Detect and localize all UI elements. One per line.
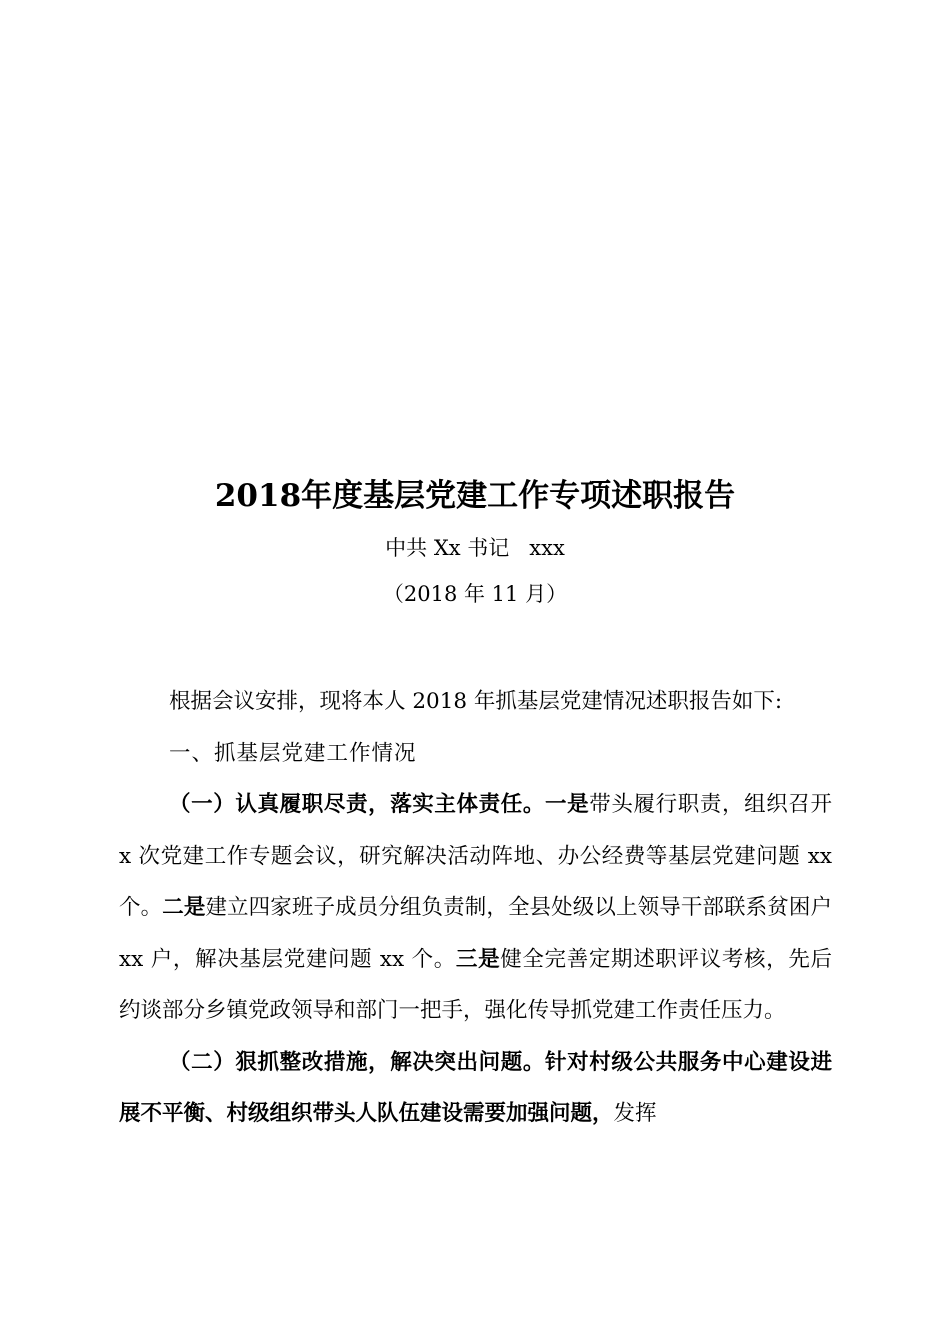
paragraph-lead: （一）认真履职尽责，落实主体责任。	[169, 792, 546, 817]
document-title: 2018年度基层党建工作专项述职报告	[214, 478, 736, 514]
paragraph-duty	[119, 779, 832, 1037]
point-text: 健全完善定期述职评议考核，先后约谈部分乡镇党政领导和部门一把手，强化传导抓党建工作责任压力。	[119, 946, 832, 1023]
point-tag: 二是	[162, 895, 206, 920]
point-tag: 三是	[455, 946, 501, 972]
continuation-text: 发挥	[613, 1101, 657, 1126]
section-heading: 一、抓基层党建工作情况	[169, 740, 417, 766]
date-line: （2018 年 11 月）	[382, 582, 568, 606]
point-text: 带头履行职责，组织召开 x 次党建工作专题会议，研究解决活动阵地、办公经费等基层党建问题 xx 个。	[119, 792, 832, 920]
point-text: 建立四家班子成员分组负责制，全县处级以上领导干部联系贫困户 xx 户，解决基层党建问题 xx 个。	[119, 895, 832, 972]
paragraph-lead: （二）狠抓整改措施，解决突出问题。	[169, 1049, 546, 1075]
intro-paragraph: 根据会议安排，现将本人 2018 年抓基层党建情况述职报告如下:	[169, 689, 783, 714]
emphasis-text: 针对村级公共服务中心建设进展不平衡、村级组织带头人队伍建设需要加强问题，	[119, 1049, 832, 1126]
author-line: 中共 Xx 书记 xxx	[385, 536, 565, 560]
point-tag: 一是	[545, 792, 590, 817]
report-body	[119, 676, 832, 1140]
paragraph-rectification	[119, 1037, 832, 1140]
